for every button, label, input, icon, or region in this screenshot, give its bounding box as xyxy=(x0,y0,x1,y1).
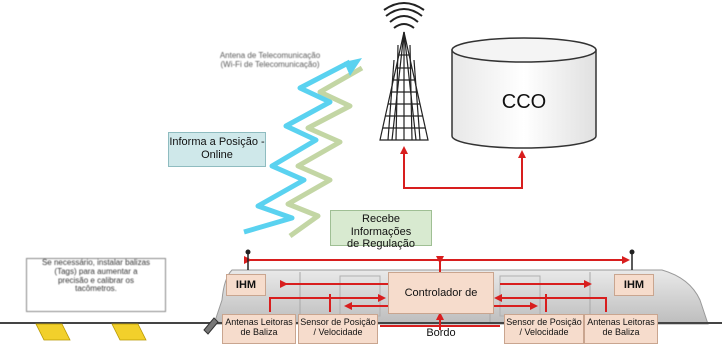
sensor-left-line1: Sensor de Posição xyxy=(300,317,376,327)
antenas-right-line2: de Baliza xyxy=(602,327,640,338)
recebe-line1: Recebe Informações xyxy=(350,213,412,238)
baliza-note-box xyxy=(26,258,166,312)
note-line4: tacômetros. xyxy=(75,284,117,294)
sensor-left-line2: / Velocidade xyxy=(313,327,363,338)
sensor-right-line1: Sensor de Posição xyxy=(506,317,582,327)
reader-antenna-icon xyxy=(204,318,218,334)
antenas-left-line2: de Baliza xyxy=(240,327,278,338)
sensor-right-line2: / Velocidade xyxy=(519,327,569,338)
baliza-tag-icon xyxy=(36,324,146,340)
antenas-right-line1: Antenas Leitoras xyxy=(587,317,655,327)
antenna-caption-line2: (Wi-Fi de Telecomunicação) xyxy=(220,59,320,69)
recebe-line2: de Regulação xyxy=(347,238,415,251)
cco-antenna-link xyxy=(404,148,522,188)
signal-waves-icon xyxy=(384,3,424,28)
antenas-leitoras-right-box xyxy=(584,314,658,344)
antenna-tower-icon xyxy=(380,32,428,140)
cco-label: CCO xyxy=(501,91,547,113)
ihm-left-box: IHM xyxy=(226,274,266,296)
informa-line1: Informa a Posição - xyxy=(169,136,265,148)
ihm-right-box: IHM xyxy=(614,274,654,296)
informa-posicao-box xyxy=(168,132,266,167)
antenas-leitoras-left-box xyxy=(222,314,296,344)
informa-line2: Online xyxy=(201,148,233,161)
recebe-informacoes-box xyxy=(330,210,432,251)
controlador-de-bordo-box: Controlador de Bordo xyxy=(388,272,494,314)
sensor-posicao-left-box xyxy=(298,314,378,344)
antenas-left-line1: Antenas Leitoras xyxy=(225,317,293,327)
note-line3: precisão e calibrar os xyxy=(57,275,135,285)
antenna-caption-line1: Antena de Telecomunicação xyxy=(219,51,321,60)
antenna-caption xyxy=(200,52,340,70)
note-line1: Se necessário, instalar balizas xyxy=(41,258,151,267)
note-line2: (Tags) para aumentar a xyxy=(54,266,138,276)
sensor-posicao-right-box xyxy=(504,314,584,344)
